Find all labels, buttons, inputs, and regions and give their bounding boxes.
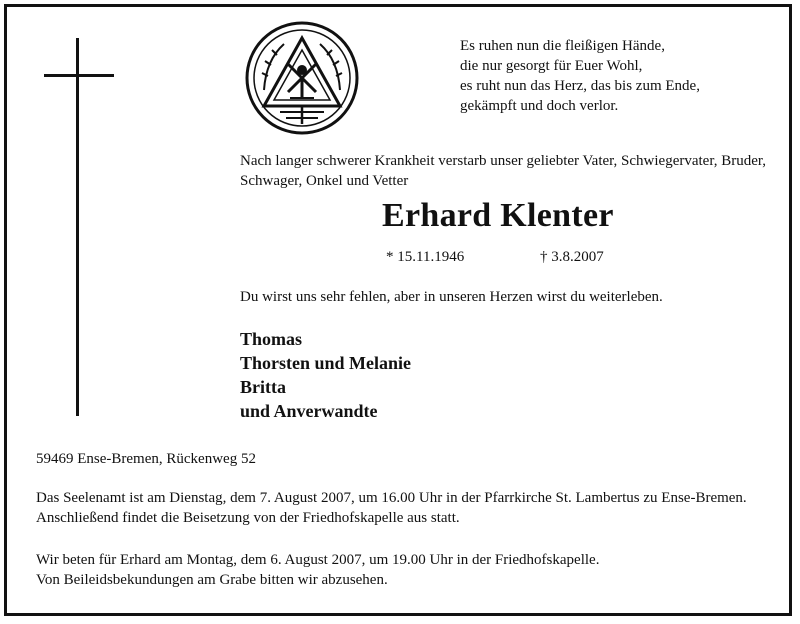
poem-line: Es ruhen nun die fleißigen Hände,	[460, 38, 665, 54]
poem	[460, 36, 700, 116]
birth-date: * 15.11.1946	[386, 249, 465, 265]
prayer-info	[36, 550, 776, 590]
family-address: 59469 Ense-Bremen, Rückenweg 52	[36, 451, 256, 467]
poem-line: es ruht nun das Herz, das bis zum Ende,	[460, 78, 700, 94]
poem-line: die nur gesorgt für Euer Wohl,	[460, 58, 643, 74]
mourner-name: Thomas	[240, 329, 303, 349]
condolence-note: Von Beileidsbekundungen am Grabe bitten wir abzusehen.	[36, 572, 388, 588]
poem-line: gekämpft und doch verlor.	[460, 98, 619, 114]
guild-emblem-icon	[244, 20, 360, 136]
deceased-name: Erhard Klenter	[382, 197, 614, 234]
death-announcement-intro: Nach langer schwerer Krankheit verstarb unser geliebter Vater, Schwiegervater, Bruder, Schwager, Onkel und Vetter	[240, 153, 767, 189]
requiem-info: Das Seelenamt ist am Dienstag, dem 7. August 2007, um 16.00 Uhr in der Pfarrkirche St. Lambertus zu Ense-Bremen. Anschließend findet die Beisetzung von der Friedhofskapelle aus statt.	[36, 490, 747, 526]
mourner-name: und Anverwandte	[240, 401, 378, 421]
mourner-name: Thorsten und Melanie	[240, 353, 412, 373]
prayer-line: Wir beten für Erhard am Montag, dem 6. August 2007, um 19.00 Uhr in der Friedhofskapelle.	[36, 552, 600, 568]
cross-horizontal-bar	[44, 74, 114, 77]
mourners-list	[240, 327, 411, 423]
mourner-name: Britta	[240, 377, 286, 397]
death-date: † 3.8.2007	[540, 249, 604, 265]
cross-vertical-bar	[76, 38, 79, 416]
farewell-line: Du wirst uns sehr fehlen, aber in unseren Herzen wirst du weiterleben.	[240, 289, 663, 305]
